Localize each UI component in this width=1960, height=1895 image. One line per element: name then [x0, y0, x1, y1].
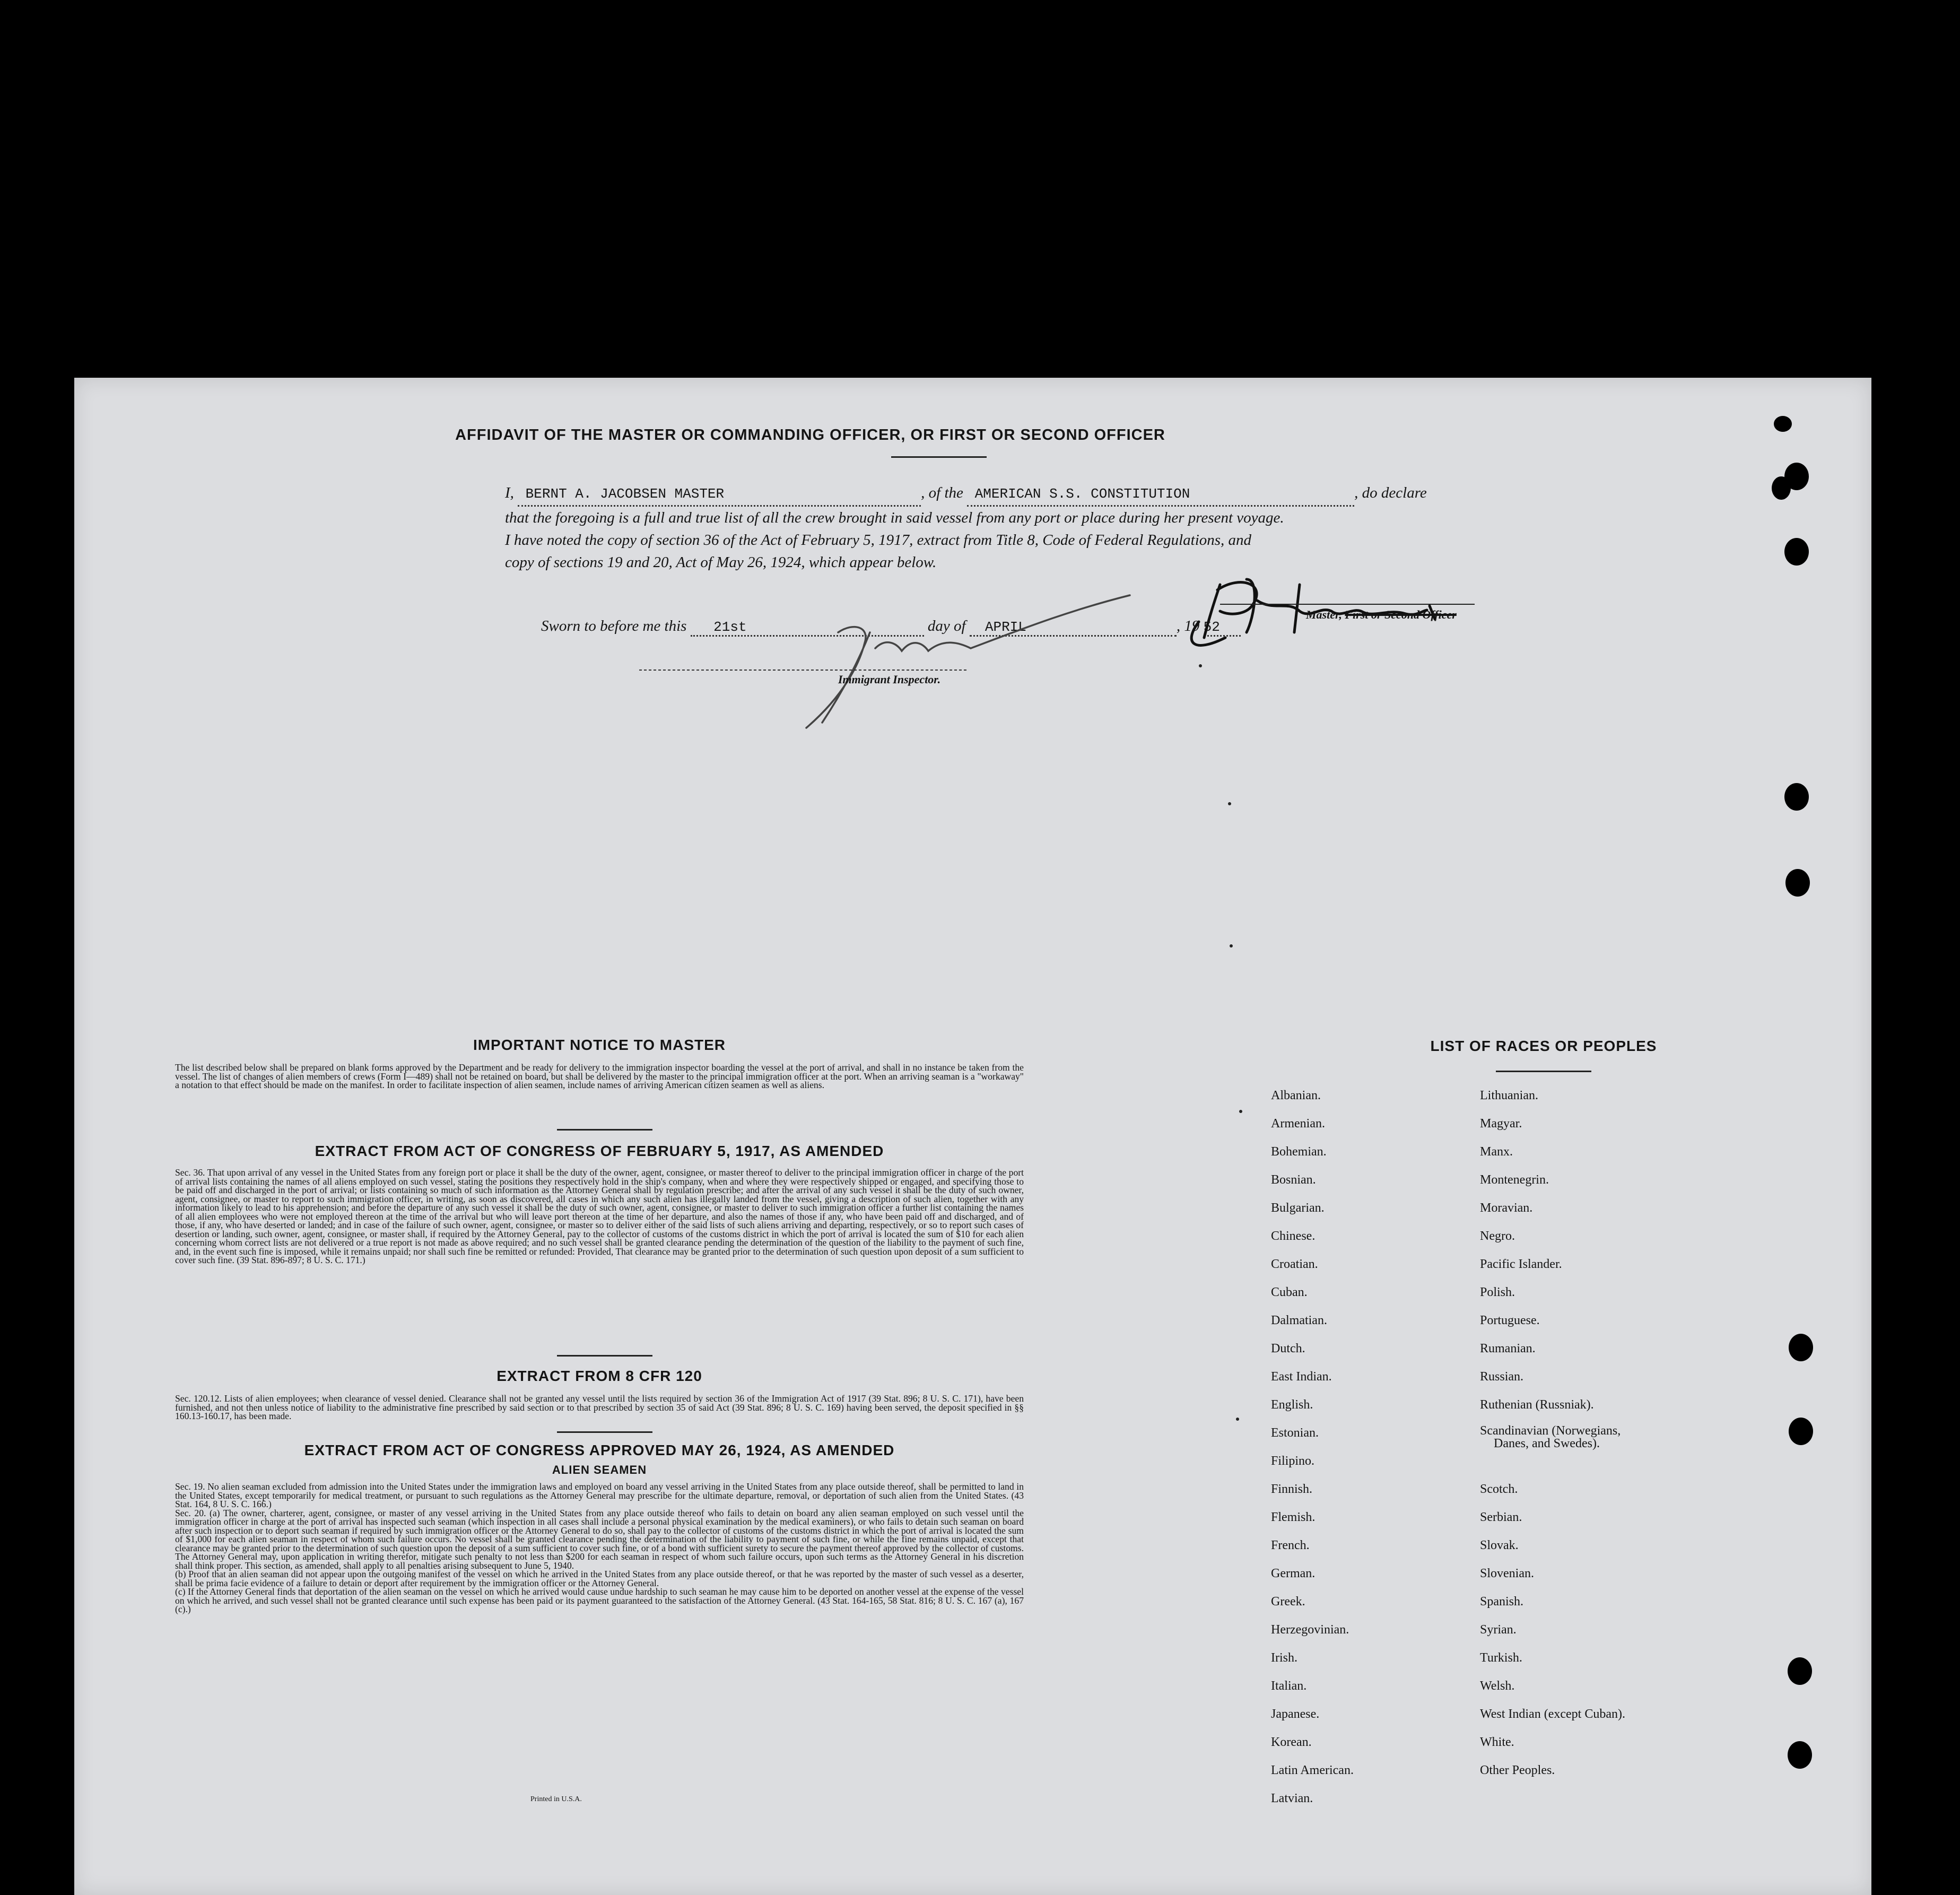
race-item: White. [1480, 1735, 1514, 1749]
race-item: Negro. [1480, 1229, 1515, 1243]
speck [1199, 664, 1202, 667]
race-item: Welsh. [1480, 1679, 1515, 1693]
extract-cfr-body: Sec. 120.12. Lists of alien employees; when clearance of vessel denied. Clearance shall not be granted any vessel until the lists required by section 36 of the Immigration Act of 1917 (39 Stat. 896; 8 U. S. C. 171), have been furnished, and not then unless notice of liability to the administrative fine prescribed by said section or to that prescribed by section 35 of said Act (39 Stat. 896; 8 U. S. C. 169) having been served, the deposit specified in §§ 160.13-160.17, has been made. [175, 1393, 1024, 1421]
punch-hole [1772, 476, 1791, 500]
month-field: APRIL [970, 618, 1177, 637]
races-rule [1496, 1071, 1591, 1072]
printed-label: Printed in U.S.A. [530, 1795, 582, 1803]
notice-title: IMPORTANT NOTICE TO MASTER [473, 1037, 726, 1053]
master-name-field: BERNT A. JACOBSEN MASTER [518, 482, 921, 507]
speck [1230, 944, 1233, 947]
race-item: Irish. [1271, 1651, 1297, 1665]
race-item: Russian. [1480, 1370, 1524, 1384]
race-item: West Indian (except Cuban). [1480, 1707, 1625, 1721]
day-field: 21st [691, 618, 924, 637]
race-item: Korean. [1271, 1735, 1312, 1749]
race-item: Dutch. [1271, 1342, 1305, 1355]
punch-hole [1785, 869, 1810, 897]
inspector-caption: Immigrant Inspector. [838, 673, 941, 686]
race-item: Rumanian. [1480, 1342, 1536, 1355]
races-title: LIST OF RACES OR PEOPLES [1430, 1038, 1657, 1054]
alien-seamen-subtitle: ALIEN SEAMEN [552, 1463, 647, 1476]
punch-hole [1784, 538, 1809, 566]
extract-1924-body [175, 1482, 1024, 1614]
punch-hole [1789, 1334, 1813, 1361]
race-item: Flemish. [1271, 1510, 1316, 1524]
punch-hole [1774, 416, 1792, 432]
race-item: Turkish. [1480, 1651, 1522, 1665]
race-item: Syrian. [1480, 1623, 1517, 1637]
speck [1236, 1418, 1239, 1421]
race-item: Danes, and Swedes). [1494, 1437, 1600, 1450]
affidavit-line-3: I have noted the copy of section 36 of the Act of February 5, 1917, extract from Title 8, Code of Federal Regulations, and [505, 532, 1252, 549]
race-item: Albanian. [1271, 1089, 1321, 1102]
punch-hole [1788, 1741, 1812, 1769]
race-item: Armenian. [1271, 1117, 1325, 1131]
speck [1239, 1110, 1242, 1113]
race-item: Bulgarian. [1271, 1201, 1325, 1215]
extract-1917-body: Sec. 36. That upon arrival of any vessel in the United States from any foreign port or place it shall be the duty of the owner, agent, consignee, or master thereof to deliver to the principal immigration officer in charge of the port of arrival lists containing the names of all aliens employed on such vessel, stating the positions they respectively hold in the ship's company, when and where they were respectively shipped or engaged, and specifying those to be paid off and discharged in the port of arrival; or lists containing so much of such information as the Attorney General shall by regulation prescribe; and after the arrival of any such vessel it shall be the duty of such owner, agent, consignee, or master to report to such immigration officer, in writing, as soon as discovered, all cases in which any such alien has illegally landed from the vessel, giving a description of such alien, together with any information likely to lead to his apprehension; and before the departure of any such vessel it shall be the duty of such owner, agent, consignee, or master to deliver to such immigration officer a further list containing the names of all alien employees who were not employed thereon at the time of the arrival but who will leave port thereon at the time of her departure, and also the names of those if any, who have been paid off and discharged, and of those, if any, who have deserted or landed; and in case of the failure of such owner, agent, consignee, or master so to deliver either of the said lists of such aliens arriving and departing, respectively, or so to report such cases of desertion or landing, such owner, agent, consignee, or master shall, if required by the Attorney General, pay to the collector of customs of the customs district in which the port of arrival is located the sum of $10 for each alien concerning whom correct lists are not delivered or a true report is not made as above required; and no such vessel shall be granted clearance pending the determination of the question of the liability to the payment of such fine, and, in the event such fine is imposed, while it remains unpaid; nor shall such fine be remitted or refunded: Provided, That clearance may be granted prior to the determination of such question upon deposit of a sum sufficient to cover such fine. (39 Stat. 896-897; 8 U. S. C. 171.) [175, 1167, 1024, 1265]
race-item: Latvian. [1271, 1792, 1313, 1805]
extract-1924-rule [557, 1431, 652, 1433]
race-item: French. [1271, 1538, 1310, 1552]
race-item: Magyar. [1480, 1117, 1522, 1131]
race-item: Portuguese. [1480, 1314, 1540, 1327]
race-item: Filipino. [1271, 1454, 1315, 1468]
race-item: Italian. [1271, 1679, 1307, 1693]
race-item: Montenegrin. [1480, 1173, 1549, 1187]
affidavit-title: AFFIDAVIT OF THE MASTER OR COMMANDING OFFICER, OR FIRST OR SECOND OFFICER [455, 427, 1165, 444]
race-item: Bohemian. [1271, 1145, 1327, 1159]
race-item: East Indian. [1271, 1370, 1332, 1384]
race-item: Herzegovinian. [1271, 1623, 1349, 1637]
race-item: Greek. [1271, 1595, 1305, 1609]
race-item: Scotch. [1480, 1482, 1518, 1496]
vessel-name-field: AMERICAN S.S. CONSTITUTION [967, 482, 1354, 507]
race-item: Dalmatian. [1271, 1314, 1327, 1327]
section-20a: Sec. 20. (a) The owner, charterer, agent, consignee, or master of any vessel arriving in the United States from any place outside thereof who fails to detain on board any alien seaman employed on such vessel until the immigration officer in charge at the port of arrival has inspected such seaman (which inspection in all cases shall include a personal physical examination by the medical examiners), or who fails to detain such seaman on board after such inspection or to deport such seaman if required by such immigration officer or the Attorney General to do so, shall pay to the collector of customs of the customs district in which the port of arrival is located the sum of $1,000 for each alien seaman in respect of whom such failure occurs. No vessel shall be granted clearance pending the determination of the liability to payment of such fine, or while the fine remains unpaid, except that clearance may be granted prior to the determination of such question upon the deposit of a sum sufficient to cover such fine, or of a bond with sufficient surety to secure the payment thereof approved by the collector of customs. The Attorney General may, upon application in writing therefor, mitigate such penalty to not less than $200 for each seaman in respect of whom such failure occurs, upon such terms as the Attorney General in his discretion shall think proper. This section, as amended, shall apply to all penalties arising subsequent to June 5, 1940. [175, 1507, 1024, 1571]
affidavit-line-2: that the foregoing is a full and true list of all the crew brought in said vessel from any port or place during her present voyage. [505, 509, 1284, 526]
inspector-signature [790, 574, 1204, 733]
race-item: Slovenian. [1480, 1567, 1534, 1580]
section-20b: (b) Proof that an alien seaman did not appear upon the outgoing manifest of the vessel on which he arrived in the United States from any place outside thereof, or that he was reported by the master of such vessel as a deserter, shall be prima facie evidence of a failure to detain or deport after requirement by the immigration officer or the Attorney General. [175, 1569, 1024, 1588]
affidavit-line-1: I, BERNT A. JACOBSEN MASTER , of the AMERICAN S.S. CONSTITUTION , do declare [505, 482, 1576, 507]
race-item: Polish. [1480, 1285, 1515, 1299]
race-item: Estonian. [1271, 1426, 1319, 1440]
notice-body: The list described below shall be prepared on blank forms approved by the Department and be ready for delivery to the immigration inspector boarding the vessel at the port of arrival, and shall in no instance be taken from the vessel. The list of changes of alien members of crews (Form I—489) shall not be retained on board, but shall be delivered by the master to the principal immigration officer at the port. When an arriving seaman is a "workaway" a notation to that effect should be made on the manifest. In order to facilitate inspection of alien seamen, include names of arriving American citizen seamen as well as aliens. [175, 1062, 1024, 1090]
punch-hole [1784, 783, 1809, 811]
extract-cfr-title: EXTRACT FROM 8 CFR 120 [496, 1368, 702, 1384]
race-item: Scandinavian (Norwegians, [1480, 1424, 1621, 1438]
inspector-signature-line [639, 670, 968, 671]
race-item: Serbian. [1480, 1510, 1522, 1524]
punch-hole [1789, 1418, 1813, 1445]
extract-cfr-rule [557, 1355, 652, 1357]
race-item: English. [1271, 1398, 1313, 1412]
race-item: Latin American. [1271, 1763, 1354, 1777]
speck [1228, 802, 1231, 805]
extract-1917-rule [557, 1129, 652, 1131]
affidavit-line-4: copy of sections 19 and 20, Act of May 26, 1924, which appear below. [505, 554, 937, 571]
section-19: Sec. 19. No alien seaman excluded from admission into the United States under the immigration laws and employed on board any vessel arriving in the United States from any place outside thereof, shall be permitted to land in the United States, except temporarily for medical treatment, or pursuant to such regulations as the Attorney General may prescribe for the ultimate departure, removal, or deportation of such alien from the United States. (43 Stat. 164, 8 U. S. C. 166.) [175, 1481, 1024, 1509]
race-item: Finnish. [1271, 1482, 1313, 1496]
extract-1917-title: EXTRACT FROM ACT OF CONGRESS OF FEBRUARY 5, 1917, AS AMENDED [315, 1143, 884, 1159]
race-item: Croatian. [1271, 1257, 1318, 1271]
form-page [74, 378, 1871, 1895]
master-signature [1167, 553, 1549, 659]
race-item: Slovak. [1480, 1538, 1519, 1552]
master-signature-line [1220, 604, 1475, 605]
section-20c: (c) If the Attorney General finds that deportation of the alien seaman on the vessel on which he arrived would cause undue hardship to such seaman he may cause him to be deported on another vessel at the expense of the vessel on which he arrived, and such vessel shall not be granted clearance until such expense has been paid or its payment guaranteed to the satisfaction of the Attorney General. (43 Stat. 164-165, 58 Stat. 816; 8 U. S. C. 167 (a), 167 (c).) [175, 1586, 1024, 1614]
title-rule [891, 456, 987, 458]
race-item: Spanish. [1480, 1595, 1524, 1609]
race-item: Lithuanian. [1480, 1089, 1538, 1102]
race-item: Cuban. [1271, 1285, 1308, 1299]
race-item: Chinese. [1271, 1229, 1316, 1243]
punch-hole [1788, 1657, 1812, 1685]
race-item: Moravian. [1480, 1201, 1533, 1215]
race-item: Japanese. [1271, 1707, 1320, 1721]
race-item: Manx. [1480, 1145, 1513, 1159]
race-item: Pacific Islander. [1480, 1257, 1562, 1271]
sworn-line: Sworn to before me this 21st day of APRIL , 19 52 [541, 618, 1241, 637]
race-item: Ruthenian (Russniak). [1480, 1398, 1594, 1412]
master-caption: Master, First or Second Officer [1306, 608, 1457, 621]
race-item: Other Peoples. [1480, 1763, 1555, 1777]
extract-1924-title: EXTRACT FROM ACT OF CONGRESS APPROVED MAY 26, 1924, AS AMENDED [304, 1442, 895, 1458]
race-item: Bosnian. [1271, 1173, 1316, 1187]
race-item: German. [1271, 1567, 1316, 1580]
year-field: 52 [1204, 618, 1241, 637]
